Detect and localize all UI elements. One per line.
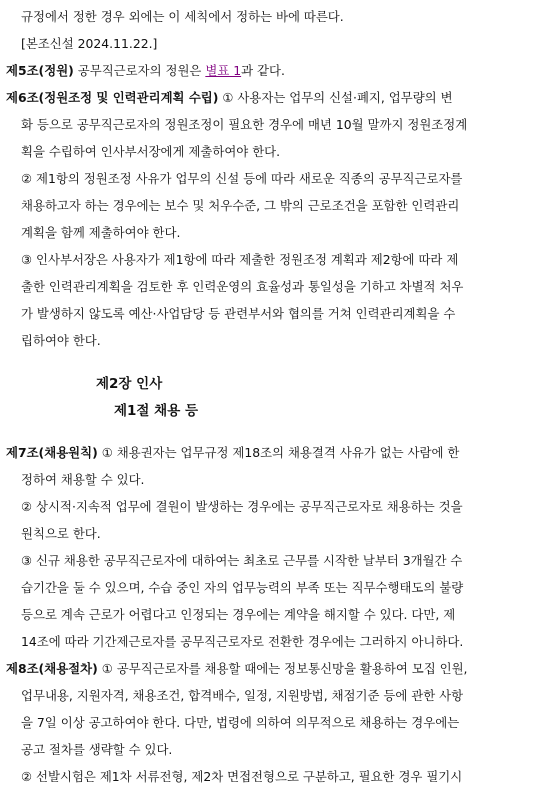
article-5-heading: 제5조(정원) <box>6 63 74 78</box>
article-6-text: ① 사용자는 업무의 신설·폐지, 업무량의 변 <box>218 90 453 105</box>
article-6 <box>6 85 453 111</box>
text-line: 원칙으로 한다. <box>21 526 101 541</box>
text-line: 등으로 계속 근로가 어렵다고 인정되는 경우에는 계약을 해지할 수 있다. 다만, 제 <box>21 607 456 622</box>
text-line: 을 7일 이상 공고하여야 한다. 다만, 법령에 의하여 의무적으로 채용하는 경우에는 <box>21 715 460 730</box>
article-5 <box>6 58 285 84</box>
text-line: 립하여야 한다. <box>21 333 101 348</box>
text-line: ② 상시적·지속적 업무에 결원이 발생하는 경우에는 공무직근로자로 채용하는 것을 <box>21 499 463 514</box>
text-line: 출한 인력관리계획을 검토한 후 인력운영의 효율성과 통일성을 기하고 차별적 처우 <box>21 279 464 294</box>
text-line: 14조에 따라 기간제근로자를 공무직근로자로 전환한 경우에는 그러하지 아니하다. <box>21 634 464 649</box>
text-line: 계획을 함께 제출하여야 한다. <box>21 225 181 240</box>
text-line: 화 등으로 공무직근로자의 정원조정이 필요한 경우에 매년 10월 말까지 정원조정계 <box>21 117 468 132</box>
article-7 <box>6 440 459 466</box>
article-8 <box>6 656 468 682</box>
text-line: 정하여 채용할 수 있다. <box>21 472 145 487</box>
article-7-text: ① 채용권자는 업무규정 제18조의 채용결격 사유가 없는 사람에 한 <box>97 445 460 460</box>
amendment-note: [본조신설 2024.11.22.] <box>21 36 158 51</box>
text-line: 습기간을 둘 수 있으며, 수습 중인 자의 업무능력의 부족 또는 직무수행태도의 불량 <box>21 580 464 595</box>
text-line: 공고 절차를 생략할 수 있다. <box>21 742 173 757</box>
appendix-1-link[interactable]: 별표 1 <box>205 63 242 78</box>
article-8-heading: 제8조(채용절차) <box>6 661 98 676</box>
text-line: ③ 신규 채용한 공무직근로자에 대하여는 최초로 근무를 시작한 날부터 3개월간 수 <box>21 553 463 568</box>
text-line: ② 선발시험은 제1차 서류전형, 제2차 면접전형으로 구분하고, 필요한 경우 필기시 <box>21 769 463 784</box>
text-line: 규정에서 정한 경우 외에는 이 세칙에서 정하는 바에 따른다. <box>21 9 344 24</box>
chapter-heading: 제2장 인사 <box>96 376 163 392</box>
section-heading: 제1절 채용 등 <box>114 403 198 419</box>
article-8-text: ① 공무직근로자를 채용할 때에는 정보통신망을 활용하여 모집 인원, <box>97 661 468 676</box>
text-line: 채용하고자 하는 경우에는 보수 및 처우수준, 그 밖의 근로조건을 포함한 인력관리 <box>21 198 460 213</box>
article-5-text-end: 과 같다. <box>241 63 285 78</box>
text-line: ② 제1항의 정원조정 사유가 업무의 신설 등에 따라 새로운 직종의 공무직근로자를 <box>21 171 463 186</box>
article-7-heading: 제7조(채용원칙) <box>6 445 98 460</box>
text-line: 획을 수립하여 인사부서장에게 제출하여야 한다. <box>21 144 281 159</box>
article-5-text: 공무직근로자의 정원은 <box>73 63 206 78</box>
text-line: ③ 인사부서장은 사용자가 제1항에 따라 제출한 정원조정 계획과 제2항에 따라 제 <box>21 252 459 267</box>
text-line: 업무내용, 지원자격, 채용조건, 합격배수, 일정, 지원방법, 채점기준 등에 관한 사항 <box>21 688 464 703</box>
text-line: 가 발생하지 않도록 예산·사업담당 등 관련부서와 협의를 거쳐 인력관리계획을 수 <box>21 306 456 321</box>
article-6-heading: 제6조(정원조정 및 인력관리계획 수립) <box>6 90 219 105</box>
